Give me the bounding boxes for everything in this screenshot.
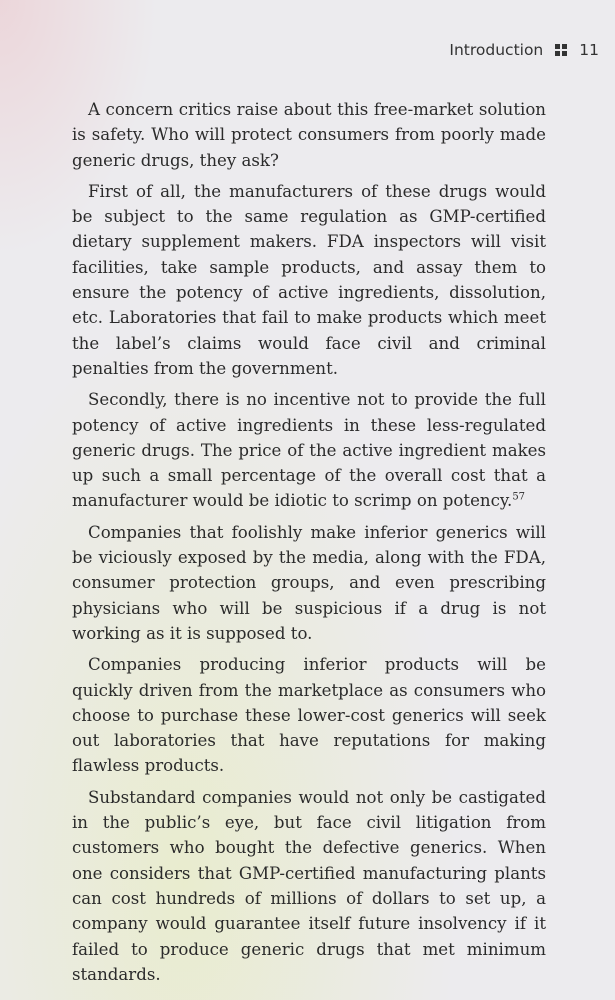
paragraph-text: Substandard companies would not only be castigated in the public’s eye, but face civil litigation from customers who bought the defective generics. When one considers that GMP-certified manufacturing plants can cost hundreds of millions of dollars to set up, a company would guarantee itself future insolvency if it failed to produce generic drugs that met minimum standards. [72,787,546,984]
section-title: Introduction [449,41,544,59]
paragraph [72,520,546,646]
paragraph [72,387,546,513]
paragraph-text: A concern critics raise about this free-market solution is safety. Who will protect consumers from poorly made generic drugs, they ask? [72,100,546,170]
paragraph-text: Companies producing inferior products will be quickly driven from the marketplace as consumers who choose to purchase these lower-cost generics will seek out laboratories that have reputations for making flawless products. [72,655,546,776]
paragraph [72,97,546,173]
page-number: 11 [579,41,599,59]
running-header [449,41,599,59]
paragraph-text: First of all, the manufacturers of these drugs would be subject to the same regulation as GMP-certified dietary supplement makers. FDA inspectors will visit facilities, take sample products, and assay them to ensure the potency of active ingredients, dissolution, etc. Laboratories that fail to make products which meet the label’s claims would face civil and criminal penalties from the government. [72,181,546,378]
paragraph [72,179,546,381]
paragraph-text: Companies that foolishly make inferior generics will be viciously exposed by the media, along with the FDA, consumer protection groups, and even prescribing physicians who will be suspicious if a drug is not working as it is supposed to. [72,522,546,643]
four-square-icon [555,44,567,56]
footnote-reference[interactable]: 57 [512,491,526,503]
paragraph-text: Secondly, there is no incentive not to provide the full potency of active ingredients in these less-regulated generic drugs. The price of the active ingredient makes up such a small percentage of the overall cost that a manufacturer would be idiotic to scrimp on potency. [72,390,546,511]
paragraph [72,785,546,987]
paragraph [72,652,546,778]
body-text [72,97,546,993]
